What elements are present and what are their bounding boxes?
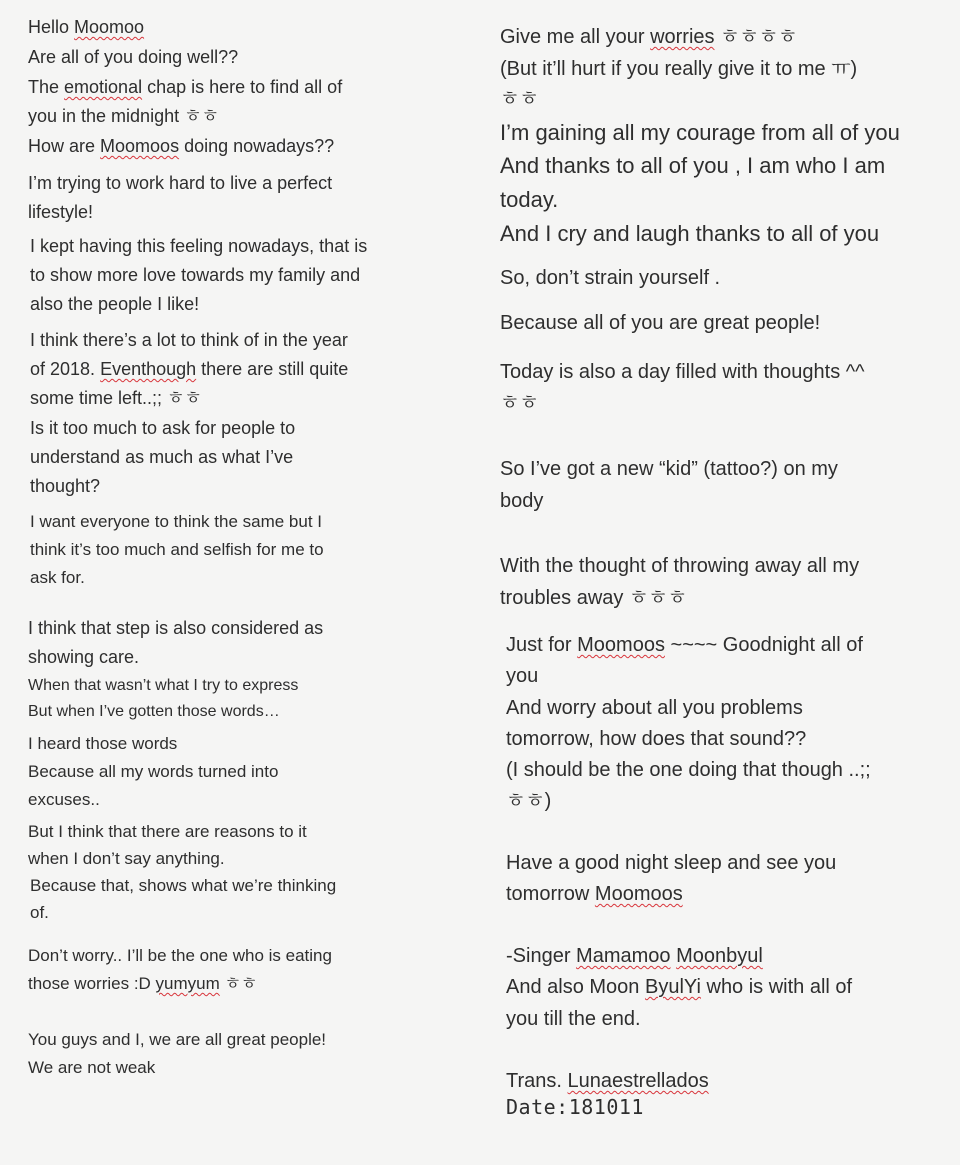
text-line: think it’s too much and selfish for me to	[30, 540, 324, 559]
text-line: to show more love towards my family and	[30, 265, 361, 285]
text-line: But when I’ve gotten those words…	[28, 703, 280, 720]
text-line: And I cry and laugh thanks to all of you	[500, 221, 880, 246]
text-line: But I think that there are reasons to it	[28, 822, 307, 841]
text-line: you in the midnight ㅎㅎ	[28, 106, 219, 126]
misspelled-word: emotional	[64, 77, 143, 97]
text-line: some time left..;; ㅎㅎ	[30, 388, 202, 408]
text-line: Today is also a day filled with thoughts ^^	[500, 361, 865, 383]
text-line: (But it’ll hurt if you really give it to me ㅠ)	[500, 58, 858, 80]
text-line: those worries :D yumyum ㅎㅎ	[28, 974, 258, 993]
text-line: Is it too much to ask for people to	[30, 418, 296, 438]
text-line: thought?	[30, 476, 101, 496]
text-line: And thanks to all of you , I am who I am	[500, 153, 886, 178]
text-line: And worry about all you problems	[506, 697, 803, 719]
text-line: ㅎㅎ	[500, 392, 539, 414]
text-line: when I don’t say anything.	[28, 849, 225, 868]
text-line: Just for Moomoos ~~~~ Goodnight all of	[506, 634, 863, 656]
text-line: body	[500, 490, 544, 512]
misspelled-word: Moomoos	[100, 136, 180, 156]
text-line: With the thought of throwing away all my	[500, 555, 860, 577]
text-line: I think that step is also considered as	[28, 618, 324, 638]
misspelled-word: Mamamoo	[576, 945, 671, 967]
text-line: I’m trying to work hard to live a perfect	[28, 173, 333, 193]
text-line: ask for.	[30, 568, 85, 587]
text-line: showing care.	[28, 647, 140, 667]
text-line: Because that, shows what we’re thinking	[30, 876, 337, 895]
text-line: you	[506, 665, 539, 687]
misspelled-word: Moomoo	[74, 17, 145, 37]
text-line: I’m gaining all my courage from all of you	[500, 120, 900, 145]
text-line: I think there’s a lot to think of in the year	[30, 330, 348, 350]
text-line: So I’ve got a new “kid” (tattoo?) on my	[500, 458, 838, 480]
text-line: excuses..	[28, 790, 100, 809]
misspelled-word: Moomoos	[577, 634, 665, 656]
text-line: You guys and I, we are all great people!	[28, 1030, 327, 1049]
text-line: When that wasn’t what I try to express	[28, 677, 299, 694]
text-line: I want everyone to think the same but I	[30, 512, 322, 531]
misspelled-word: Eventhough	[100, 359, 197, 379]
text-line: today.	[500, 187, 559, 212]
date-stamp: Date:181011	[506, 1095, 644, 1119]
translator-credit: Trans. Lunaestrellados	[506, 1070, 709, 1092]
misspelled-word: worries	[650, 26, 715, 48]
text-line: Because all my words turned into	[28, 762, 279, 781]
text-line: And also Moon ByulYi who is with all of	[506, 976, 853, 998]
text-line: Are all of you doing well??	[28, 47, 239, 67]
text-line: Give me all your worries ㅎㅎㅎㅎ	[500, 26, 798, 48]
misspelled-word: Lunaestrellados	[567, 1070, 709, 1092]
text-line: Have a good night sleep and see you	[506, 852, 837, 874]
text-line: of 2018. Eventhough there are still quite	[30, 359, 349, 379]
text-line: I kept having this feeling nowadays, that is	[30, 236, 368, 256]
text-line: We are not weak	[28, 1058, 156, 1077]
text-line: So, don’t strain yourself .	[500, 267, 721, 289]
text-line: tomorrow, how does that sound??	[506, 728, 807, 750]
text-line: How are Moomoos doing nowadays??	[28, 136, 335, 156]
text-line: tomorrow Moomoos	[506, 883, 683, 905]
text-line: lifestyle!	[28, 202, 94, 222]
text-line: (I should be the one doing that though ..;;	[506, 759, 871, 781]
misspelled-word: yumyum	[155, 974, 220, 993]
text-line: Because all of you are great people!	[500, 312, 821, 334]
text-line: I heard those words	[28, 734, 178, 753]
text-line: -Singer Mamamoo Moonbyul	[506, 945, 763, 967]
text-line: you till the end.	[506, 1008, 641, 1030]
text-line: understand as much as what I’ve	[30, 447, 294, 467]
text-line: of.	[30, 903, 49, 922]
text-line: Don’t worry.. I’ll be the one who is eating	[28, 946, 332, 965]
text-line: also the people I like!	[30, 294, 200, 314]
misspelled-word: Moomoos	[594, 883, 683, 905]
misspelled-word: ByulYi	[644, 976, 701, 998]
text-line: ㅎㅎ	[500, 88, 539, 110]
text-line: The emotional chap is here to find all of	[28, 77, 343, 97]
text-line: troubles away ㅎㅎㅎ	[500, 587, 687, 609]
misspelled-word: Moonbyul	[676, 945, 763, 967]
text-line: Hello Moomoo	[28, 17, 145, 37]
text-line: ㅎㅎ)	[506, 790, 552, 812]
